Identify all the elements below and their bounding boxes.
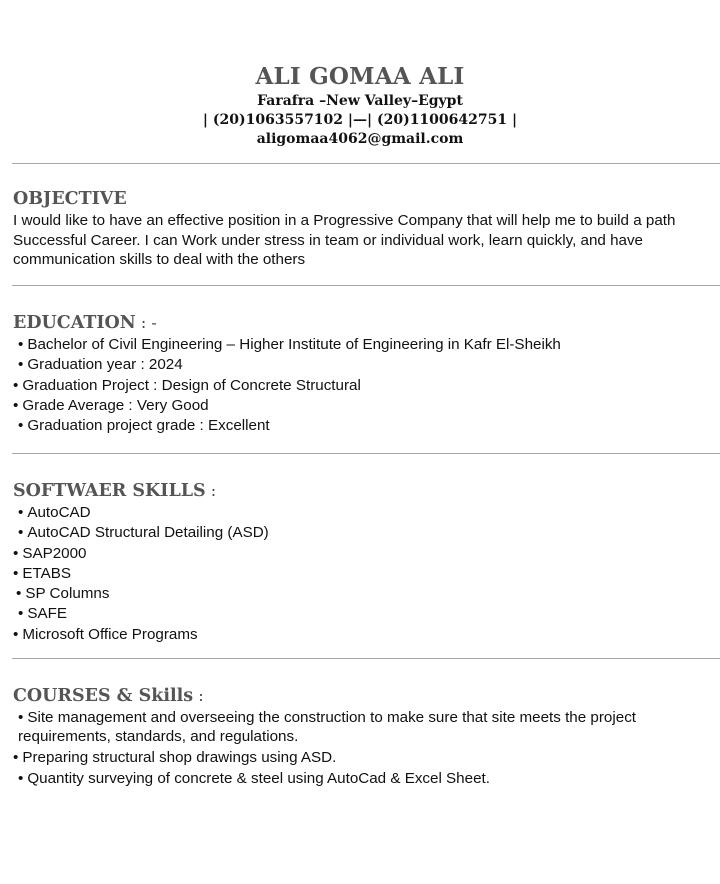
objective-title-text: OBJECTIVE: [13, 189, 127, 209]
bullet-icon: •: [13, 749, 19, 766]
bullet-icon: •: [13, 396, 19, 414]
software-item-text: AutoCAD Structural Detailing (ASD): [27, 524, 269, 542]
courses-list: [13, 708, 718, 788]
education-title-text: EDUCATION: [13, 313, 136, 333]
software-item-text: AutoCAD: [27, 504, 91, 521]
bullet-icon: •: [18, 417, 24, 435]
list-item: [13, 584, 718, 604]
bullet-icon: •: [13, 544, 19, 562]
divider: [12, 285, 720, 286]
location-line: Farafra –New Valley–Egypt: [257, 93, 463, 109]
list-item: [13, 625, 718, 645]
objective-section: [13, 187, 718, 270]
education-item-text: Graduation year : 2024: [27, 356, 183, 374]
education-item-text: Graduation Project : Design of Concrete Structural: [22, 376, 361, 394]
resume-header: [0, 62, 720, 149]
list-item: [13, 769, 718, 788]
list-item: [13, 544, 718, 564]
bullet-icon: •: [18, 709, 24, 726]
divider: [12, 453, 720, 454]
software-item-text: SAFE: [27, 605, 67, 623]
education-list: [13, 335, 718, 436]
courses-item-text: Preparing structural shop drawings using ASD.: [22, 749, 337, 766]
bullet-icon: •: [13, 625, 19, 643]
list-item: [13, 335, 718, 355]
bullet-icon: •: [18, 356, 24, 374]
list-item: [13, 503, 718, 523]
bullet-icon: •: [18, 336, 24, 353]
list-item: [13, 564, 718, 584]
candidate-name: ALI GOMAA ALI: [255, 63, 465, 90]
email-line: aligomaa4062@gmail.com: [256, 131, 464, 147]
courses-section: [13, 684, 718, 788]
divider: [12, 163, 720, 164]
list-item: [13, 376, 718, 396]
list-item: [13, 604, 718, 624]
education-item-text: Bachelor of Civil Engineering – Higher Institute of Engineering in Kafr El-Sheikh: [27, 336, 561, 353]
list-item: [13, 396, 718, 416]
courses-title: [13, 684, 718, 708]
courses-item-text: Site management and overseeing the construction to make sure that site meets the project requirements, standards, and regulations.: [18, 709, 637, 745]
divider: [12, 658, 720, 659]
bullet-icon: •: [18, 605, 24, 623]
phone-line: | (20)1063557102 |—| (20)1100642751 |: [202, 112, 518, 128]
education-title: [13, 311, 718, 335]
courses-item-text: Quantity surveying of concrete & steel using AutoCad & Excel Sheet.: [27, 770, 490, 787]
list-item: [13, 708, 718, 746]
courses-title-suffix: :: [193, 686, 204, 705]
software-title-suffix: :: [205, 481, 217, 500]
software-item-text: Microsoft Office Programs: [22, 625, 198, 643]
bullet-icon: •: [18, 524, 24, 542]
software-title-text: SOFTWAER SKILLS: [13, 481, 206, 501]
education-title-suffix: : -: [135, 313, 157, 332]
bullet-icon: •: [18, 504, 24, 521]
list-item: [13, 523, 718, 543]
bullet-icon: •: [13, 564, 19, 582]
education-item-text: Graduation project grade : Excellent: [27, 417, 270, 435]
software-item-text: SAP2000: [22, 544, 87, 562]
software-item-text: SP Columns: [25, 585, 110, 603]
objective-title: [13, 187, 718, 211]
list-item: [13, 748, 718, 767]
software-title: [13, 479, 718, 503]
software-section: [13, 479, 718, 645]
education-item-text: Grade Average : Very Good: [22, 396, 209, 414]
list-item: [13, 416, 718, 436]
courses-title-text: COURSES & Skills: [13, 686, 194, 706]
bullet-icon: •: [16, 585, 22, 603]
list-item: [13, 355, 718, 375]
bullet-icon: •: [13, 376, 19, 394]
objective-text: I would like to have an effective position in a Progressive Company that will help me to build a path Successful Career. I can Work under stress in team or individual work, learn quickly, and have communication skills to deal with the others: [13, 212, 676, 268]
software-item-text: ETABS: [22, 564, 71, 582]
education-section: [13, 311, 718, 436]
software-list: [13, 503, 718, 645]
bullet-icon: •: [18, 770, 24, 787]
